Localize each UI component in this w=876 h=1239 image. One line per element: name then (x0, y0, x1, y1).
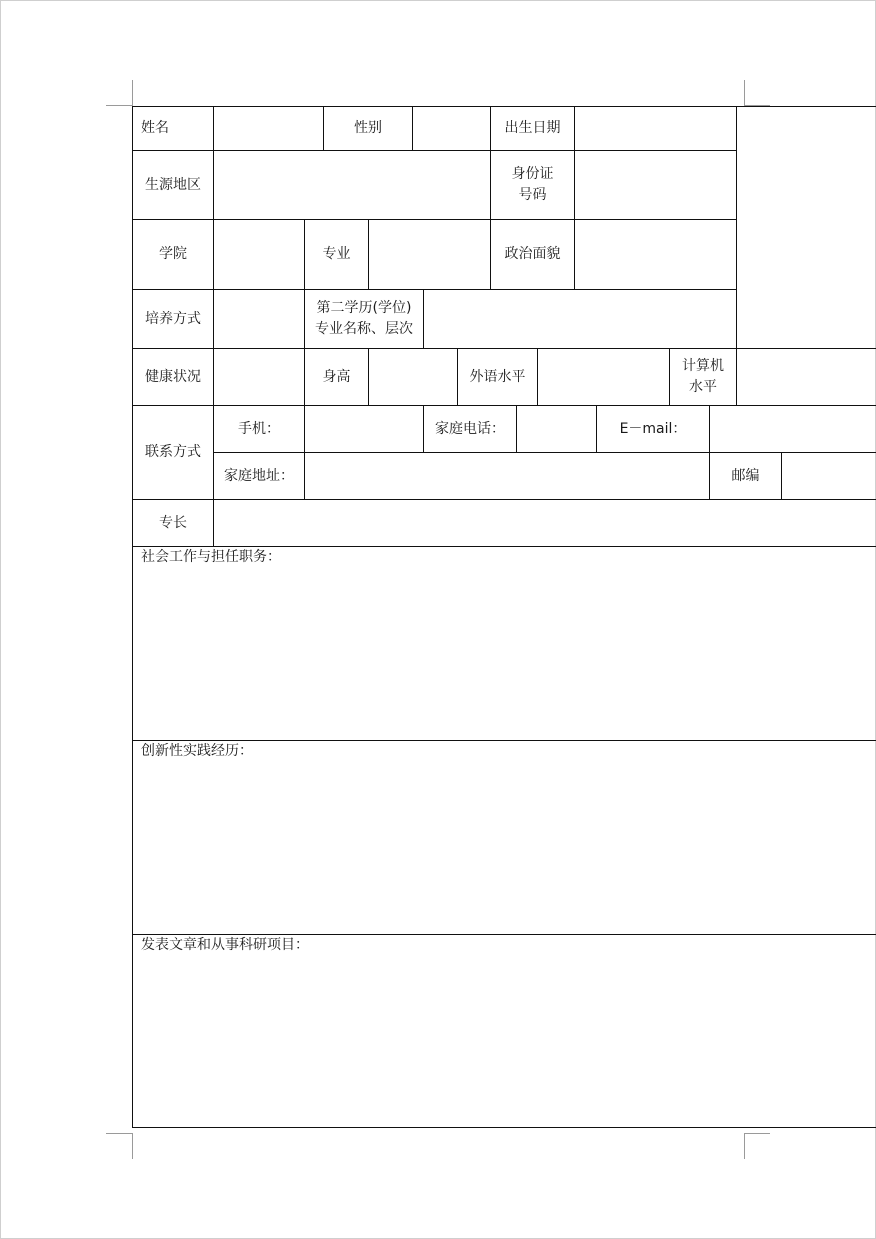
gender-field[interactable] (413, 107, 490, 150)
mobile-label: 手机： (238, 420, 280, 437)
computer-label: 计算机 水平 (682, 358, 724, 395)
email-label: E－mail： (619, 420, 687, 437)
crop-mark-top-left-v (132, 80, 133, 106)
political-status-field[interactable] (575, 220, 736, 289)
major-label: 专业 (322, 246, 351, 262)
origin-region-field[interactable] (214, 151, 490, 219)
foreign-language-field[interactable] (538, 349, 669, 405)
crop-mark-top-right-v (744, 80, 745, 106)
major-field[interactable] (369, 220, 490, 289)
gender-label: 性别 (354, 120, 382, 136)
health-label: 健康状况 (145, 368, 201, 385)
email-field[interactable] (710, 406, 876, 452)
id-number-label: 身份证 号码 (511, 166, 554, 203)
home-phone-label: 家庭电话： (435, 420, 505, 437)
origin-region-label: 生源地区 (145, 176, 201, 193)
foreign-language-label: 外语水平 (469, 368, 526, 385)
crop-mark-bottom-left-v (132, 1133, 133, 1159)
political-status-label: 政治面貌 (504, 246, 561, 262)
training-mode-label: 培养方式 (145, 310, 201, 327)
social-work-heading: 社会工作与担任职务： (141, 549, 281, 565)
specialty-field[interactable] (214, 500, 876, 546)
home-address-field[interactable] (305, 453, 709, 499)
name-field[interactable] (214, 107, 323, 150)
college-label: 学院 (159, 246, 187, 262)
birth-date-field[interactable] (575, 107, 736, 150)
crop-mark-top-left-h (106, 105, 132, 106)
home-address-label: 家庭地址： (224, 467, 294, 484)
crop-mark-bottom-left-h (106, 1133, 132, 1134)
publications-area[interactable] (133, 954, 876, 1127)
id-number-field[interactable] (575, 151, 736, 219)
photo-box[interactable] (737, 107, 876, 348)
crop-mark-bottom-right-v (744, 1133, 745, 1159)
contact-label: 联系方式 (145, 444, 201, 460)
computer-field[interactable] (737, 349, 876, 405)
name-label: 姓名 (141, 120, 169, 136)
health-field[interactable] (214, 349, 304, 405)
second-degree-label: 第二学历(学位) 专业名称、层次 (315, 300, 413, 337)
innovation-heading: 创新性实践经历： (141, 743, 253, 759)
postcode-label: 邮编 (731, 467, 760, 484)
mobile-field[interactable] (305, 406, 423, 452)
height-label: 身高 (322, 368, 351, 385)
second-degree-field[interactable] (424, 290, 736, 348)
crop-mark-bottom-right-h (744, 1133, 770, 1134)
social-work-area[interactable] (133, 566, 876, 740)
publications-heading: 发表文章和从事科研项目： (141, 937, 309, 953)
home-phone-field[interactable] (517, 406, 596, 452)
height-field[interactable] (369, 349, 457, 405)
college-field[interactable] (214, 220, 304, 289)
training-mode-field[interactable] (214, 290, 304, 348)
birth-date-label: 出生日期 (504, 120, 561, 136)
innovation-area[interactable] (133, 760, 876, 934)
specialty-label: 专长 (159, 514, 187, 531)
postcode-field[interactable] (782, 453, 876, 499)
